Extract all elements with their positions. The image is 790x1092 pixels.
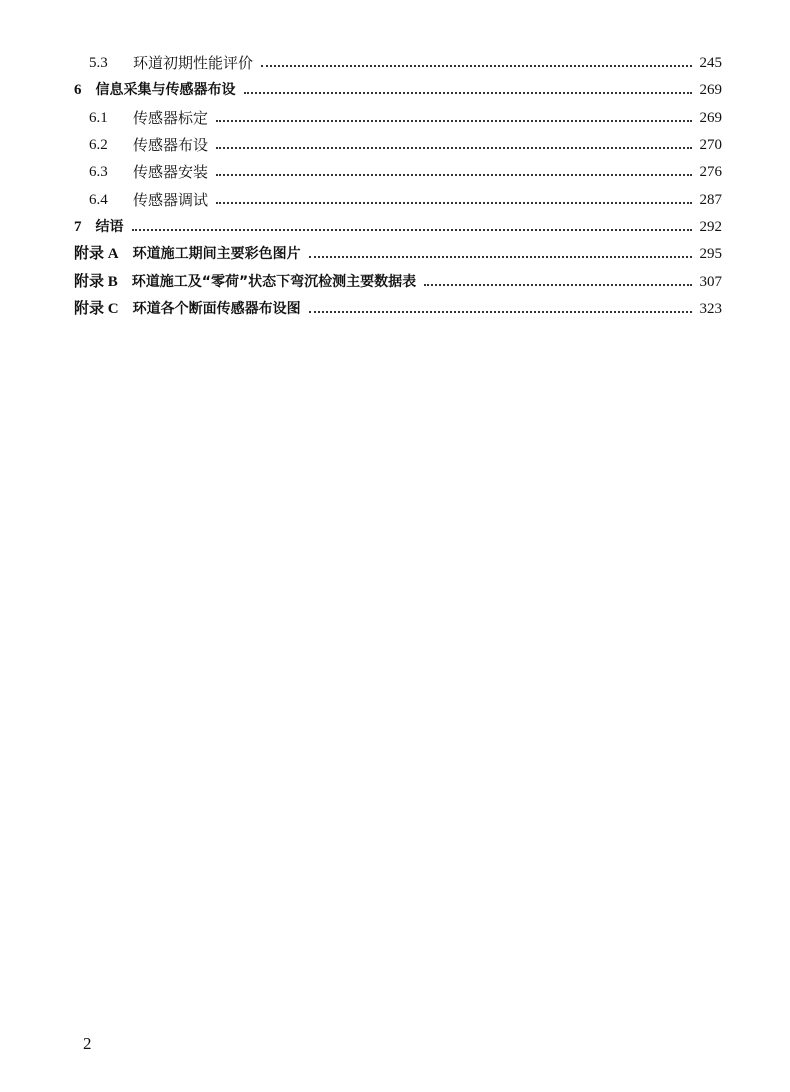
toc-entry-title: 传感器安装 (133, 163, 209, 182)
toc-entry-title: 环道各个断面传感器布设图 (132, 300, 301, 317)
dot-leader (309, 310, 692, 313)
toc-entry-6-1[interactable] (74, 105, 722, 132)
toc-entry-number: 6.1 (89, 109, 108, 126)
toc-entry-5-3[interactable] (74, 50, 722, 77)
table-of-contents (74, 50, 722, 323)
toc-entry-title: 环道施工期间主要彩色图片 (132, 246, 301, 263)
toc-entry-title: 环道施工及“零荷”状态下弯沉检测主要数据表 (131, 273, 417, 290)
toc-entry-title: 传感器布设 (133, 136, 209, 155)
toc-entry-6-4[interactable] (74, 186, 722, 213)
toc-entry-number: 6.3 (89, 164, 108, 181)
toc-entry-page: 269 (699, 82, 722, 99)
toc-entry-page: 269 (699, 109, 722, 126)
toc-entry-number: 6.4 (89, 191, 108, 208)
toc-entry-appendix-c[interactable] (74, 296, 722, 323)
toc-entry-title: 结语 (95, 218, 124, 235)
toc-entry-appendix-b[interactable] (74, 268, 722, 295)
toc-entry-title: 信息采集与传感器布设 (95, 82, 236, 99)
dot-leader (216, 173, 692, 176)
toc-entry-6[interactable] (74, 77, 722, 104)
toc-entry-6-2[interactable] (74, 132, 722, 159)
toc-entry-number: 6 (74, 82, 82, 99)
toc-entry-page: 292 (699, 218, 722, 235)
toc-entry-page: 270 (699, 137, 722, 154)
toc-entry-6-3[interactable] (74, 159, 722, 186)
toc-entry-number: 5.3 (89, 55, 108, 72)
toc-entry-page: 276 (699, 164, 722, 181)
dot-leader (309, 255, 692, 258)
page-number: 2 (83, 1034, 92, 1053)
dot-leader (261, 64, 692, 67)
toc-entry-page: 245 (699, 55, 722, 72)
toc-entry-number: 附录 B (74, 273, 118, 290)
toc-entry-number: 7 (74, 218, 82, 235)
dot-leader (132, 228, 693, 231)
toc-entry-appendix-a[interactable] (74, 241, 722, 268)
toc-entry-page: 323 (699, 300, 722, 317)
dot-leader (244, 91, 693, 94)
toc-entry-title: 传感器标定 (133, 108, 209, 127)
toc-entry-7[interactable] (74, 214, 722, 241)
dot-leader (216, 146, 692, 149)
toc-entry-page: 287 (699, 191, 722, 208)
dot-leader (216, 119, 692, 122)
toc-entry-number: 附录 C (74, 300, 119, 317)
toc-entry-number: 6.2 (89, 137, 108, 154)
toc-entry-page: 295 (699, 246, 722, 263)
dot-leader (424, 283, 692, 286)
dot-leader (216, 201, 692, 204)
toc-entry-title: 环道初期性能评价 (133, 54, 254, 73)
toc-entry-number: 附录 A (74, 246, 119, 263)
toc-entry-title: 传感器调试 (133, 190, 209, 209)
toc-entry-page: 307 (699, 273, 722, 290)
